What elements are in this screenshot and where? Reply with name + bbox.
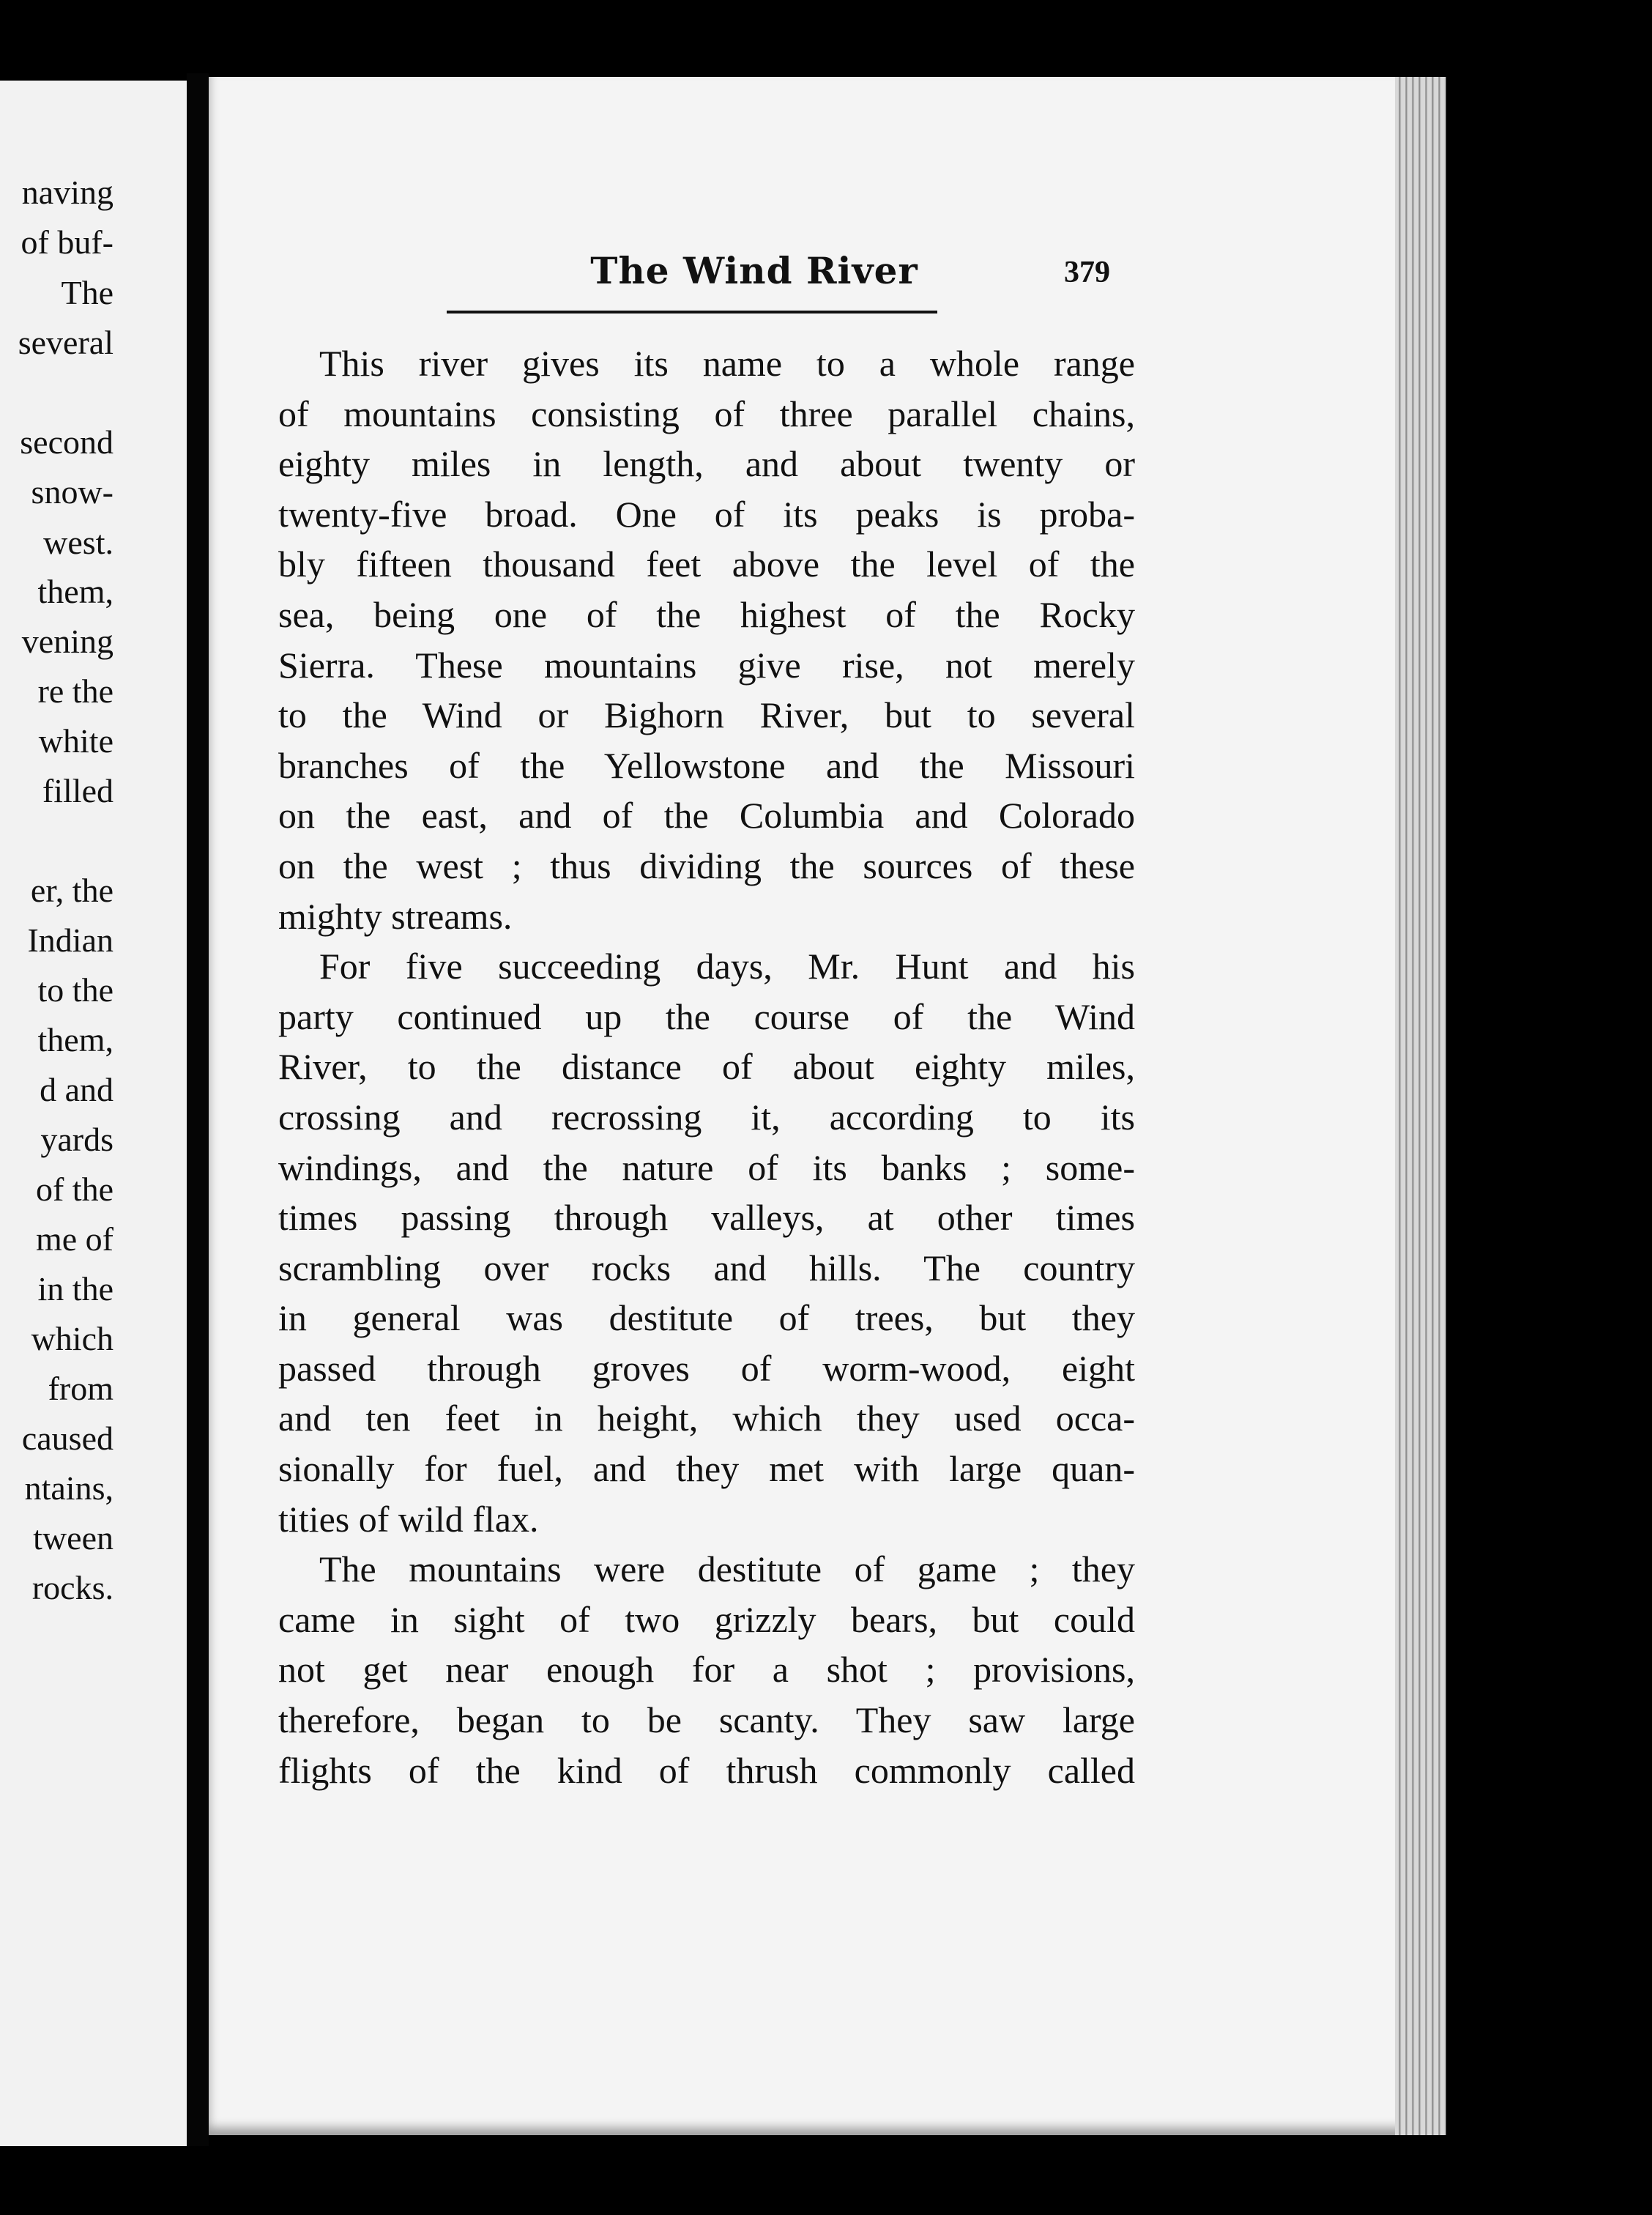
facing-page-line: d and: [40, 1071, 114, 1108]
text-line: passed through groves of worm-wood, eight: [278, 1347, 1135, 1389]
facing-page-line: The: [61, 274, 114, 311]
facing-page-line: caused: [21, 1420, 114, 1457]
facing-page-line: Indian: [27, 921, 114, 959]
text-line: of mountains consisting of three parallel chains,: [278, 393, 1135, 434]
facing-page-line: from: [48, 1370, 114, 1407]
facing-page-line: ntains,: [24, 1469, 114, 1507]
facing-page-line: naving: [21, 174, 114, 211]
text-line: scrambling over rocks and hills. The country: [278, 1247, 1135, 1288]
facing-page-line: white: [38, 722, 114, 760]
facing-page-line: them,: [37, 573, 114, 610]
facing-page-line: them,: [37, 1021, 114, 1058]
body-text: [278, 338, 1135, 1795]
text-line: not get near enough for a shot ; provisions,: [278, 1649, 1135, 1691]
running-head: [209, 249, 1446, 322]
facing-page-line: yards: [40, 1121, 114, 1158]
facing-page-line: in the: [37, 1270, 114, 1307]
text-line: party continued up the course of the Wind: [278, 995, 1135, 1037]
text-line: in general was destitute of trees, but they: [278, 1297, 1135, 1339]
text-line: mighty streams.: [278, 895, 513, 937]
text-line: crossing and recrossing it, according to its: [278, 1096, 1135, 1138]
header-rule: [447, 311, 937, 313]
facing-page-line: tween: [33, 1519, 114, 1557]
facing-page-line: filled: [42, 772, 114, 809]
text-line: to the Wind or Bighorn River, but to several: [278, 694, 1135, 736]
text-line: flights of the kind of thrush commonly called: [278, 1749, 1135, 1791]
facing-page-line: to the: [37, 971, 114, 1009]
facing-page-line: er, the: [30, 872, 114, 909]
text-line: River, to the distance of about eighty miles,: [278, 1046, 1135, 1088]
text-line: sea, being one of the highest of the Rocky: [278, 593, 1135, 635]
text-line: twenty-five broad. One of its peaks is proba-: [278, 493, 1135, 535]
text-line: eighty miles in length, and about twenty or: [278, 443, 1135, 485]
text-line: Sierra. These mountains give rise, not merely: [278, 644, 1135, 686]
facing-page-line: snow-: [31, 473, 114, 511]
text-line: on the west ; thus dividing the sources of these: [278, 845, 1135, 886]
facing-page-line: of the: [35, 1170, 114, 1208]
facing-page-line: which: [31, 1320, 114, 1357]
text-line: branches of the Yellowstone and the Missouri: [278, 744, 1135, 786]
facing-page-line: of buf-: [21, 223, 114, 261]
facing-page-line: second: [20, 423, 114, 461]
book-gutter: [187, 73, 209, 2146]
text-line: came in sight of two grizzly bears, but could: [278, 1598, 1135, 1640]
facing-page-line: vening: [21, 623, 114, 660]
text-line: and ten feet in height, which they used occa-: [278, 1398, 1135, 1439]
text-line: This river gives its name to a whole range: [319, 343, 1135, 384]
running-title: The Wind River: [590, 249, 918, 292]
facing-page-line: west.: [43, 524, 114, 561]
text-line: The mountains were destitute of game ; they: [319, 1548, 1135, 1590]
text-line: on the east, and of the Columbia and Colorado: [278, 795, 1135, 836]
page-number: 379: [1064, 256, 1110, 289]
facing-page-line: me of: [35, 1220, 114, 1258]
text-line: therefore, began to be scanty. They saw large: [278, 1699, 1135, 1741]
text-line: windings, and the nature of its banks ; some-: [278, 1146, 1135, 1188]
text-line: For five succeeding days, Mr. Hunt and his: [319, 946, 1135, 987]
facing-page-line: several: [18, 324, 114, 361]
text-line: sionally for fuel, and they met with large quan-: [278, 1448, 1135, 1490]
facing-page-line: rocks.: [31, 1569, 114, 1606]
text-line: tities of wild flax.: [278, 1498, 539, 1540]
text-line: bly fifteen thousand feet above the level of the: [278, 543, 1135, 585]
facing-page: [0, 81, 191, 2146]
text-line: times passing through valleys, at other times: [278, 1197, 1135, 1239]
page-edges: [1395, 77, 1446, 2135]
facing-page-line: re the: [37, 672, 114, 710]
